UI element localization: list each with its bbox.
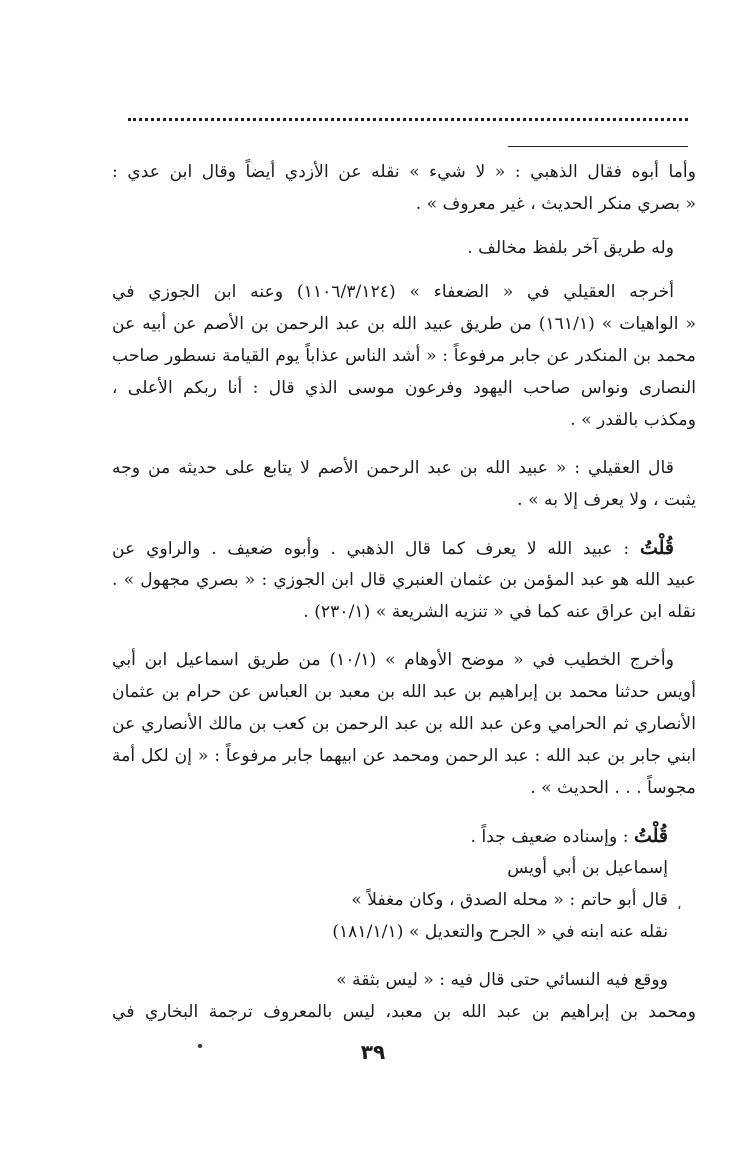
- text-line: محمد بن المنكدر عن جابر مرفوعاً : « أشد الناس عذاباً يوم القيامة نسطور صاحب: [112, 346, 696, 366]
- text-line: « الواهيات » (١٦١/١) من طريق عبيد الله بن عبد الرحمن بن الأصم عن أبيه عن: [112, 314, 696, 334]
- text-line: نقله عنه ابنه في « الجرح والتعديل » (١٨١/١/١): [332, 922, 668, 942]
- footnote-rule: [508, 146, 688, 147]
- paragraph-uqaili-quote: [112, 452, 696, 516]
- text-line: [112, 820, 696, 852]
- paragraph-uqaili-takhrij: [112, 276, 696, 436]
- text-line: مجوساً . . . الحديث » .: [530, 778, 696, 798]
- text-line: وأما أبوه فقال الذهبي : « لا شيء » نقله عن الأزدي أيضاً وقال ابن عدي :: [112, 162, 696, 182]
- paragraph-father: [112, 156, 696, 220]
- qultu-text: : وإسناده ضعيف جداً .: [470, 827, 629, 847]
- text-line: « بصري منكر الحديث ، غير معروف » .: [415, 194, 696, 214]
- text-line: النصارى ونواس صاحب اليهود وفرعون موسى الذي قال : أنا ربكم الأعلى ،: [112, 378, 696, 398]
- qultu-text: : عبيد الله لا يعرف كما قال الذهبي . وأبوه ضعيف . والراوي عن: [112, 539, 630, 559]
- page-body: [112, 156, 696, 1028]
- text-line: الأنصاري ثم الحرامي وعن عبد الله بن عبد الرحمن بن كعب بن مالك الأنصاري عن: [112, 714, 696, 734]
- paragraph-other-route: [112, 232, 696, 264]
- text-line: إسماعيل بن أبي أويس: [507, 858, 668, 878]
- paragraph-nasai: [112, 964, 696, 1028]
- text-line: ابني جابر بن عبد الله : عبد الرحمن ومحمد عن ابيهما جابر مرفوعاً : « إن لكل أمة: [112, 746, 696, 766]
- text-line: ومحمد بن إبراهيم بن عبد الله بن معبد، ليس بالمعروف ترجمة البخاري في: [112, 1002, 696, 1022]
- paragraph-khatib: [112, 644, 696, 804]
- text-line: ووقع فيه النسائي حتى قال فيه : « ليس بثقة »: [336, 970, 668, 990]
- text-line: قال العقيلي : « عبيد الله بن عبد الرحمن الأصم لا يتابع على حديثه من وجه: [112, 458, 674, 478]
- page-number: ٣٩: [360, 1040, 386, 1064]
- text-line: قال أبو حاتم : « محله الصدق ، وكان مغفلاً »: [351, 890, 668, 910]
- text-line: وله طريق آخر بلفظ مخالف .: [467, 238, 674, 258]
- text-line: عبيد الله هو عبد المؤمن بن عثمان العنبري قال ابن الجوزي : « بصري مجهول » .: [112, 570, 696, 590]
- text-line: أخرجه العقيلي في « الضعفاء » (١١٠٦/٣/١٢٤) وعنه ابن الجوزي في: [112, 282, 674, 302]
- dotted-separator: [128, 118, 688, 121]
- text-line: ومكذب بالقدر » .: [570, 410, 696, 430]
- qultu-label: قُلْتُ: [633, 825, 668, 847]
- paragraph-qultu-2: [112, 820, 696, 948]
- text-line: يثبت ، ولا يعرف إلا به » .: [517, 490, 696, 510]
- text-line: [112, 532, 696, 564]
- margin-mark: ،: [677, 897, 682, 913]
- qultu-label: قُلْتُ: [639, 537, 674, 559]
- text-line: أويس حدثنا محمد بن إبراهيم بن عبد الله بن معبد بن العباس عن حرام بن عثمان: [112, 682, 696, 702]
- text-line: وأخرج الخطيب في « موضح الأوهام » (١٠/١) من طريق اسماعيل ابن أبي: [112, 650, 674, 670]
- paragraph-qultu-1: [112, 532, 696, 628]
- text-line: نقله ابن عراق عنه كما في « تنزيه الشريعة » (٢٣٠/١) .: [303, 602, 696, 622]
